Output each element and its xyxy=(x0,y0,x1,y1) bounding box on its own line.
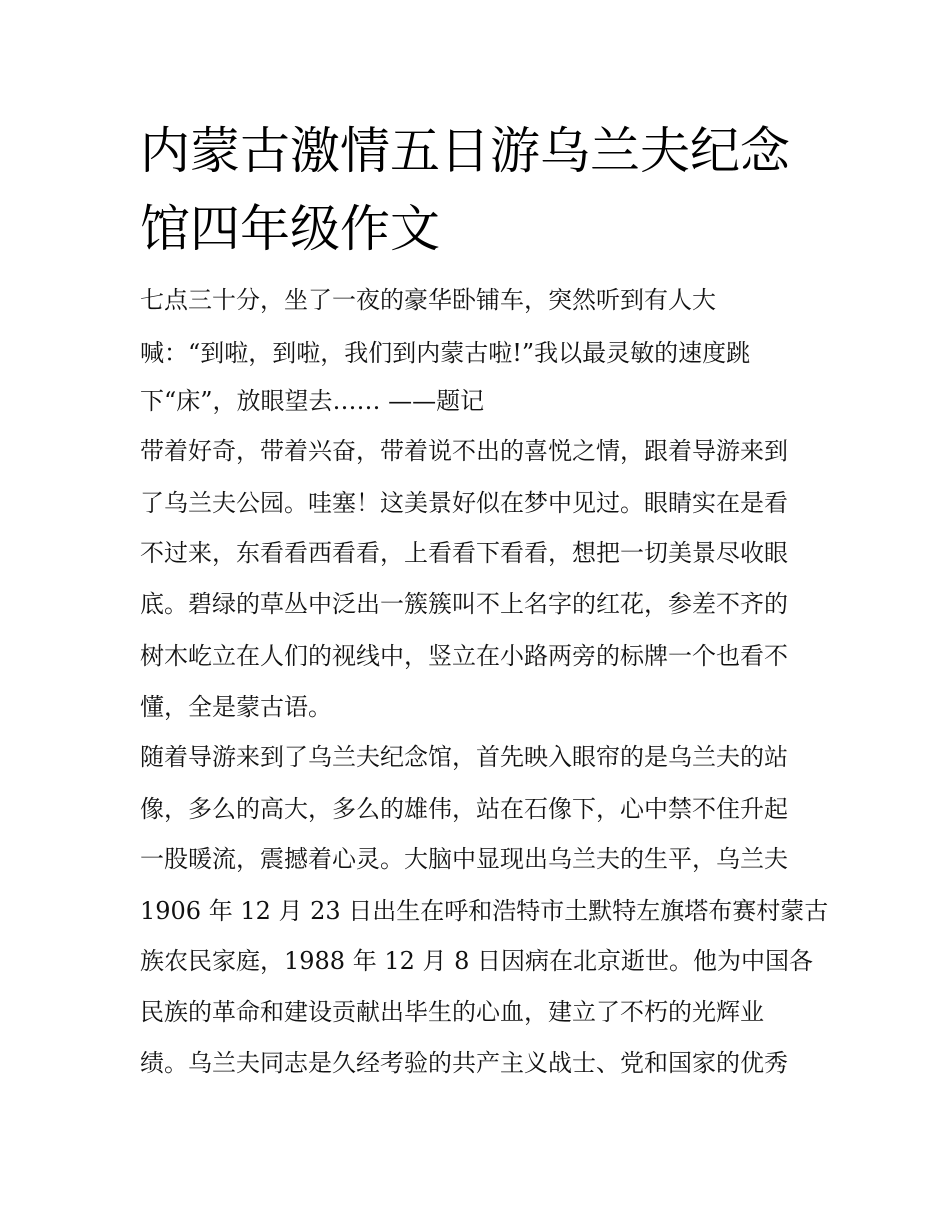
body-line: 喊：“到啦，到啦，我们到内蒙古啦!”我以最灵敏的速度跳 xyxy=(140,339,751,367)
document-title xyxy=(140,112,830,268)
body-line: 1906 年 12 月 23 日出生在呼和浩特市土默特左旗塔布赛村蒙古 xyxy=(140,897,829,925)
body-line: 像，多么的高大，多么的雄伟，站在石像下，心中禁不住升起 xyxy=(140,795,788,823)
body-line: 下“床”，放眼望去…… ——题记 xyxy=(140,387,485,415)
body-line: 懂，全是蒙古语。 xyxy=(140,693,332,721)
body-line: 绩。乌兰夫同志是久经考验的共产主义战士、党和国家的优秀 xyxy=(140,1049,788,1077)
body-line: 树木屹立在人们的视线中，竖立在小路两旁的标牌一个也看不 xyxy=(140,642,788,670)
title-line-2: 馆四年级作文 xyxy=(140,200,440,258)
title-line-1: 内蒙古激情五日游乌兰夫纪念 xyxy=(140,122,790,180)
body-line: 一股暖流，震撼着心灵。大脑中显现出乌兰夫的生平，乌兰夫 xyxy=(140,845,788,873)
body-line: 了乌兰夫公园。哇塞！这美景好似在梦中见过。眼睛实在是看 xyxy=(140,489,788,517)
body-line: 带着好奇，带着兴奋，带着说不出的喜悦之情，跟着导游来到 xyxy=(140,437,788,465)
body-line: 不过来，东看看西看看，上看看下看看，想把一切美景尽收眼 xyxy=(140,539,788,567)
body-line: 七点三十分，坐了一夜的豪华卧铺车，突然听到有人大 xyxy=(140,286,716,314)
body-line: 民族的革命和建设贡献出毕生的心血，建立了不朽的光辉业 xyxy=(140,998,764,1026)
body-line: 随着导游来到了乌兰夫纪念馆，首先映入眼帘的是乌兰夫的站 xyxy=(140,743,788,771)
body-line: 族农民家庭，1988 年 12 月 8 日因病在北京逝世。他为中国各 xyxy=(140,947,814,975)
body-line: 底。碧绿的草丛中泛出一簇簇叫不上名字的红花，参差不齐的 xyxy=(140,590,788,618)
